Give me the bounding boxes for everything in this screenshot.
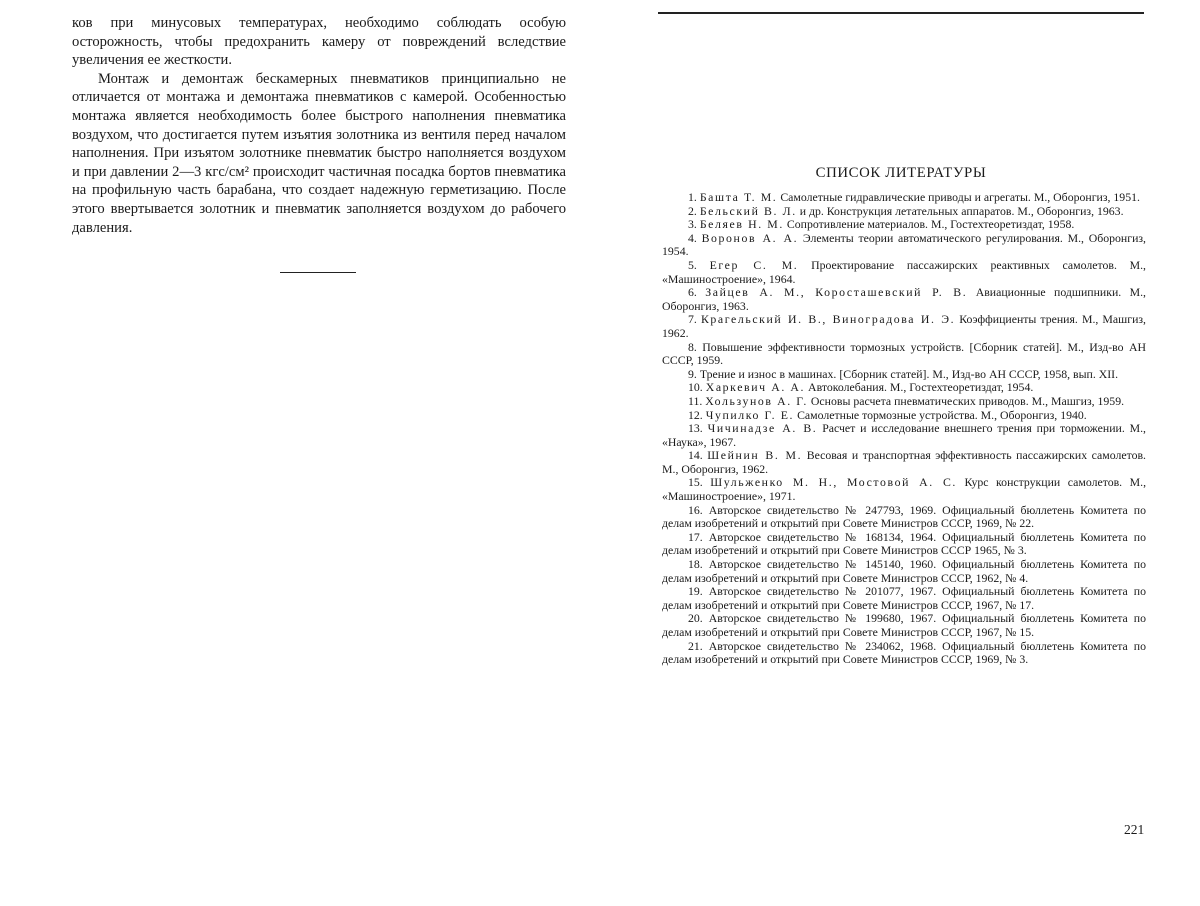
reference-author: Харкевич А. А. — [705, 380, 806, 395]
reference-item — [662, 313, 1146, 340]
reference-number: 17. — [688, 529, 703, 544]
reference-list — [662, 191, 1146, 667]
reference-number: 12. — [688, 407, 703, 422]
reference-number: 9. — [688, 366, 697, 381]
bibliography-heading: СПИСОК ЛИТЕРАТУРЫ — [815, 165, 987, 181]
reference-item — [662, 381, 1146, 395]
reference-text: Авторское свидетельство № 199680, 1967. Официальный бюллетень Комитета по делам изобретений и открытий при Совете Министров СССР, 1967, № 15. — [662, 611, 1146, 639]
reference-author: Шейнин В. М. — [707, 448, 803, 463]
reference-text: Основы расчета пневматических приводов. М., Машгиз, 1959. — [810, 393, 1125, 408]
page-number: 221 — [1124, 822, 1145, 837]
reference-author: Башта Т. М. — [699, 190, 778, 204]
reference-item — [662, 422, 1146, 449]
reference-author: Шульженко М. Н., Мостовой А. С. — [710, 475, 957, 490]
reference-number: 21. — [688, 638, 703, 653]
reference-item — [662, 218, 1146, 232]
reference-text: Автоколебания. М., Гостехтеоретиздат, 1954. — [808, 380, 1034, 395]
reference-text: Расчет и исследование внешнего трения при торможении. М., «Наука», 1967. — [662, 421, 1147, 449]
reference-item — [662, 612, 1146, 639]
reference-text: и др. Конструкция летательных аппаратов. М., Оборонгиз, 1963. — [799, 203, 1124, 218]
page-top-rule — [658, 12, 1144, 14]
reference-number: 13. — [688, 421, 703, 436]
reference-author: Крагельский И. В., Виноградова И. Э. — [700, 312, 956, 327]
reference-author: Хользунов А. Г. — [705, 393, 808, 408]
reference-text: Авторское свидетельство № 145140, 1960. Официальный бюллетень Комитета по делам изобретений и открытий при Совете Министров СССР, 1962, № 4. — [662, 557, 1146, 585]
reference-text: Коэффициенты трения. М., Машгиз, 1962. — [662, 312, 1146, 340]
reference-author: Зайцев А. М., Коросташевский Р. В. — [705, 285, 968, 300]
reference-number: 18. — [688, 557, 703, 572]
reference-author: Егер С. М. — [709, 257, 799, 272]
reference-item — [662, 286, 1146, 313]
reference-text: Авторское свидетельство № 201077, 1967. Официальный бюллетень Комитета по делам изобретений и открытий при Совете Министров СССР, 1967, № 17. — [662, 584, 1146, 612]
reference-text: Весовая и транспортная эффективность пассажирских самолетов. М., Оборонгиз, 1962. — [662, 448, 1146, 476]
reference-author: Чичинадзе А. В. — [707, 421, 818, 436]
reference-text: Трение и износ в машинах. [Сборник статей]. М., Изд-во АН СССР, 1958, вып. XII. — [699, 366, 1119, 381]
left-paragraph-1: ков при минусовых температурах, необходимо соблюдать особую осторожность, чтобы предохранить камеру от повреждений вследствие увеличения ее жесткости. — [72, 15, 566, 69]
reference-text: Повышение эффективности тормозных устройств. [Сборник статей]. М., Изд-во АН СССР, 1959. — [662, 339, 1147, 368]
reference-text: Проектирование пассажирских реактивных самолетов. М., «Машиностроение», 1964. — [662, 257, 1147, 286]
reference-text: Авиационные подшипники. М., Оборонгиз, 1963. — [662, 285, 1147, 313]
reference-author: Воронов А. А. — [701, 230, 799, 245]
reference-number: 5. — [688, 257, 697, 272]
left-paragraph-2: Монтаж и демонтаж бескамерных пневматиков принципиально не отличается от монтажа и демонтажа пневматиков с камерой. Особенностью монтажа является необходимость более быстрого наполнения пневматика воздухом, что достигается путем изъятия золотника из вентиля перед началом наполнения. При изъятом золотнике пневматик быстро наполняется воздухом и при давлении 2—3 кгс/см² происходит частичная посадка бортов пневматика на профильную часть барабана, что создает надежную герметизацию. После этого ввертывается золотник и пневматик заполняется воздухом до рабочего давления. — [72, 70, 566, 236]
reference-item — [662, 205, 1146, 219]
reference-item — [662, 409, 1146, 423]
reference-number: 16. — [688, 502, 703, 517]
section-end-divider — [280, 272, 356, 273]
reference-text: Авторское свидетельство № 247793, 1969. Официальный бюллетень Комитета по делам изобретений и открытий при Совете Министров СССР, 1969, № 22. — [662, 502, 1146, 531]
reference-author: Чупилко Г. Е. — [705, 407, 795, 422]
reference-text: Элементы теории автоматического регулирования. М., Оборонгиз, 1954. — [662, 230, 1146, 259]
reference-item — [662, 191, 1146, 205]
reference-text: Авторское свидетельство № 168134, 1964. Официальный бюллетень Комитета по делам изобретений и открытий при Совете Министров СССР 1965, № 3. — [662, 529, 1146, 558]
reference-number: 1. — [688, 190, 697, 204]
reference-item — [662, 504, 1146, 531]
reference-author: Беляев Н. М. — [699, 217, 784, 232]
left-page — [72, 14, 566, 237]
reference-text: Авторское свидетельство № 234062, 1968. Официальный бюллетень Комитета по делам изобретений и открытий при Совете Министров СССР, 1969, № 3. — [662, 638, 1146, 667]
reference-item — [662, 449, 1146, 476]
reference-item — [662, 341, 1146, 368]
reference-number: 14. — [688, 448, 703, 463]
reference-number: 20. — [688, 611, 703, 626]
reference-number: 6. — [688, 285, 697, 300]
reference-text: Самолетные тормозные устройства. М., Оборонгиз, 1940. — [797, 407, 1087, 422]
reference-author: Бельский В. Л. — [699, 203, 797, 218]
reference-text: Самолетные гидравлические приводы и агрегаты. М., Оборонгиз, 1951. — [780, 190, 1140, 204]
reference-number: 15. — [688, 475, 703, 490]
reference-item — [662, 232, 1146, 259]
reference-number: 3. — [688, 217, 697, 232]
reference-number: 10. — [688, 380, 703, 395]
reference-item — [662, 368, 1146, 382]
reference-text: Сопротивление материалов. М., Гостехтеоретиздат, 1958. — [786, 217, 1075, 232]
reference-item — [662, 640, 1146, 667]
reference-number: 7. — [688, 312, 697, 327]
reference-item — [662, 476, 1146, 503]
reference-item — [662, 585, 1146, 612]
reference-item — [662, 531, 1146, 558]
reference-number: 19. — [688, 584, 703, 599]
reference-number: 2. — [688, 203, 697, 218]
reference-number: 4. — [688, 230, 697, 245]
reference-text: Курс конструкции самолетов. М., «Машиностроение», 1971. — [662, 475, 1147, 504]
reference-item — [662, 395, 1146, 409]
reference-item — [662, 259, 1146, 286]
reference-number: 11. — [688, 393, 703, 408]
reference-number: 8. — [688, 339, 697, 354]
reference-item — [662, 558, 1146, 585]
